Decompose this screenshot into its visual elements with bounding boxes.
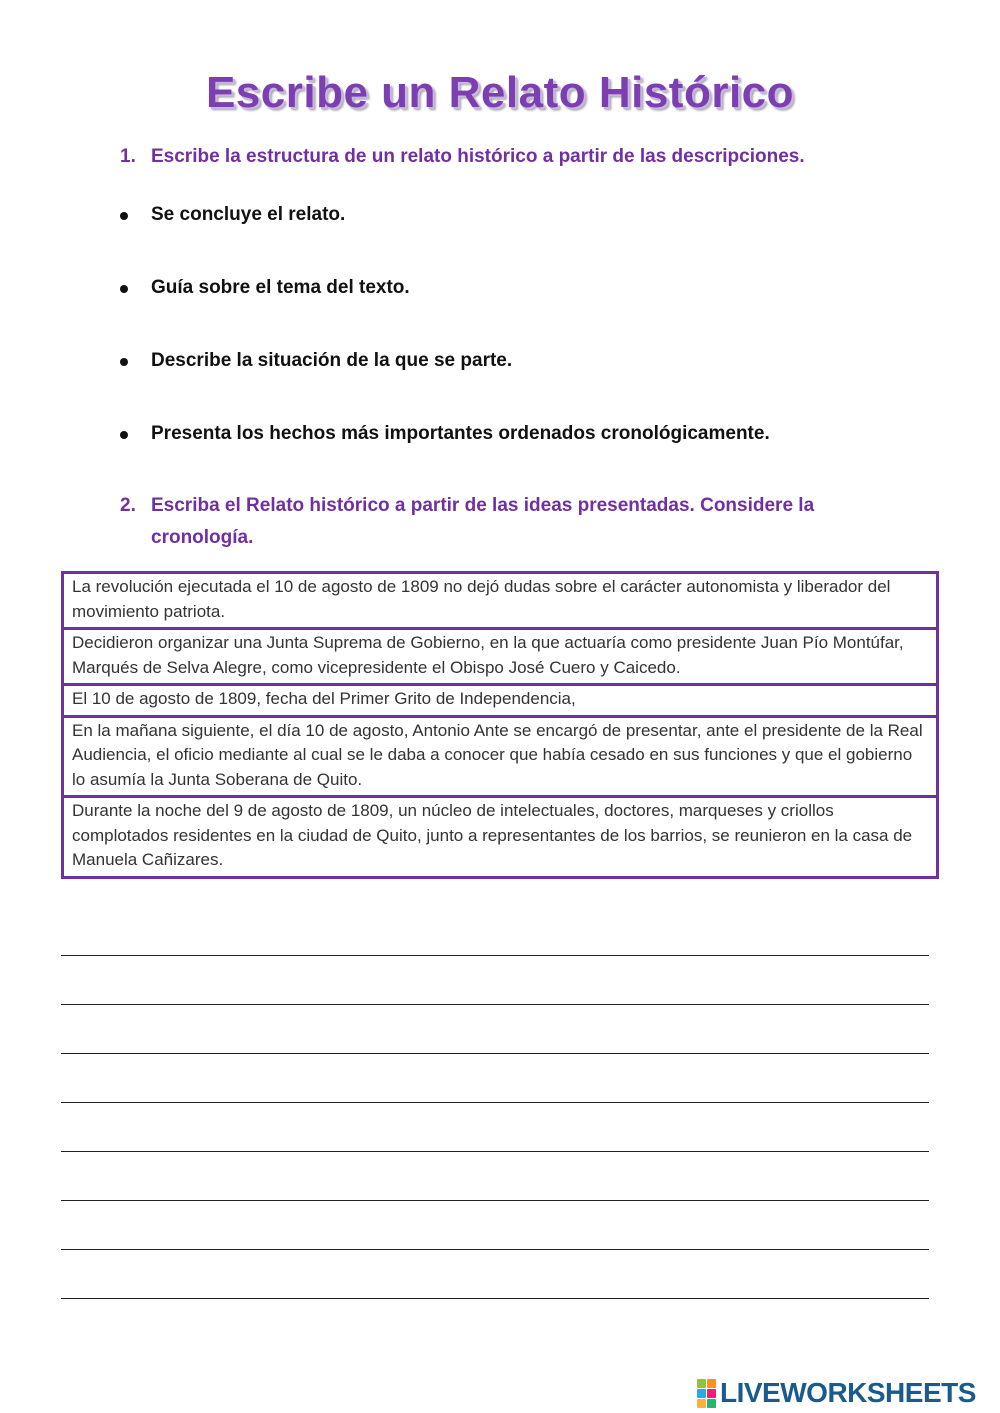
liveworksheets-logo-icon: [697, 1379, 716, 1408]
bullet-text: Presenta los hechos más importantes ordenados cronológicamente.: [151, 423, 770, 444]
question-2-number: 2.: [120, 495, 136, 516]
table-row: [63, 716, 938, 797]
logo-text: LIVEWORKSHEETS: [720, 1377, 976, 1408]
bullet-text: Guía sobre el tema del texto.: [151, 277, 410, 298]
answer-line[interactable]: [61, 1053, 929, 1054]
bullet-item: [120, 350, 512, 372]
bullet-icon: [120, 358, 128, 366]
passages-table: [61, 571, 939, 879]
table-row: [63, 573, 938, 629]
answer-line[interactable]: [61, 955, 929, 956]
bullet-item: [120, 277, 410, 299]
bullet-icon: [120, 431, 128, 439]
table-row: [63, 797, 938, 878]
bullet-text: Describe la situación de la que se parte.: [151, 350, 513, 371]
bullet-item: [120, 204, 345, 226]
passage-cell: Decidieron organizar una Junta Suprema de Gobierno, en la que actuaría como presidente Juan Pío Montúfar, Marqués de Selva Alegre, como vicepresidente el Obispo José Cuero y Caicedo.: [63, 629, 938, 685]
passage-cell: Durante la noche del 9 de agosto de 1809, un núcleo de intelectuales, doctores, marqueses y criollos complotados residentes en la ciudad de Quito, junto a representantes de los barrios, se reunieron en la casa de Manuela Cañizares.: [63, 797, 938, 878]
answer-line[interactable]: [61, 1298, 929, 1299]
liveworksheets-logo: [697, 1378, 976, 1408]
table-row: [63, 629, 938, 685]
bullet-text: Se concluye el relato.: [151, 204, 346, 225]
question-2: [120, 490, 880, 554]
answer-line[interactable]: [61, 1004, 929, 1005]
answer-line[interactable]: [61, 1249, 929, 1250]
answer-line[interactable]: [61, 1200, 929, 1201]
question-2-text: Escriba el Relato histórico a partir de las ideas presentadas. Considere la cronología.: [151, 495, 815, 548]
question-1: [120, 141, 805, 173]
passage-cell: La revolución ejecutada el 10 de agosto de 1809 no dejó dudas sobre el carácter autonomista y liberador del movimiento patriota.: [63, 573, 938, 629]
question-1-number: 1.: [120, 146, 136, 167]
page-title: Escribe un Relato Histórico: [205, 68, 795, 117]
table-row: [63, 685, 938, 717]
question-1-text: Escribe la estructura de un relato histórico a partir de las descripciones.: [151, 146, 805, 167]
bullet-icon: [120, 212, 128, 220]
answer-line[interactable]: [61, 1151, 929, 1152]
passage-cell: En la mañana siguiente, el día 10 de agosto, Antonio Ante se encargó de presentar, ante el presidente de la Real Audiencia, el oficio mediante al cual se le daba a conocer que había cesado en sus funciones y que el gobierno lo asumía la Junta Soberana de Quito.: [63, 716, 938, 797]
bullet-icon: [120, 285, 128, 293]
answer-line[interactable]: [61, 1102, 929, 1103]
passage-cell: El 10 de agosto de 1809, fecha del Primer Grito de Independencia,: [63, 685, 938, 717]
bullet-item: [120, 423, 770, 445]
